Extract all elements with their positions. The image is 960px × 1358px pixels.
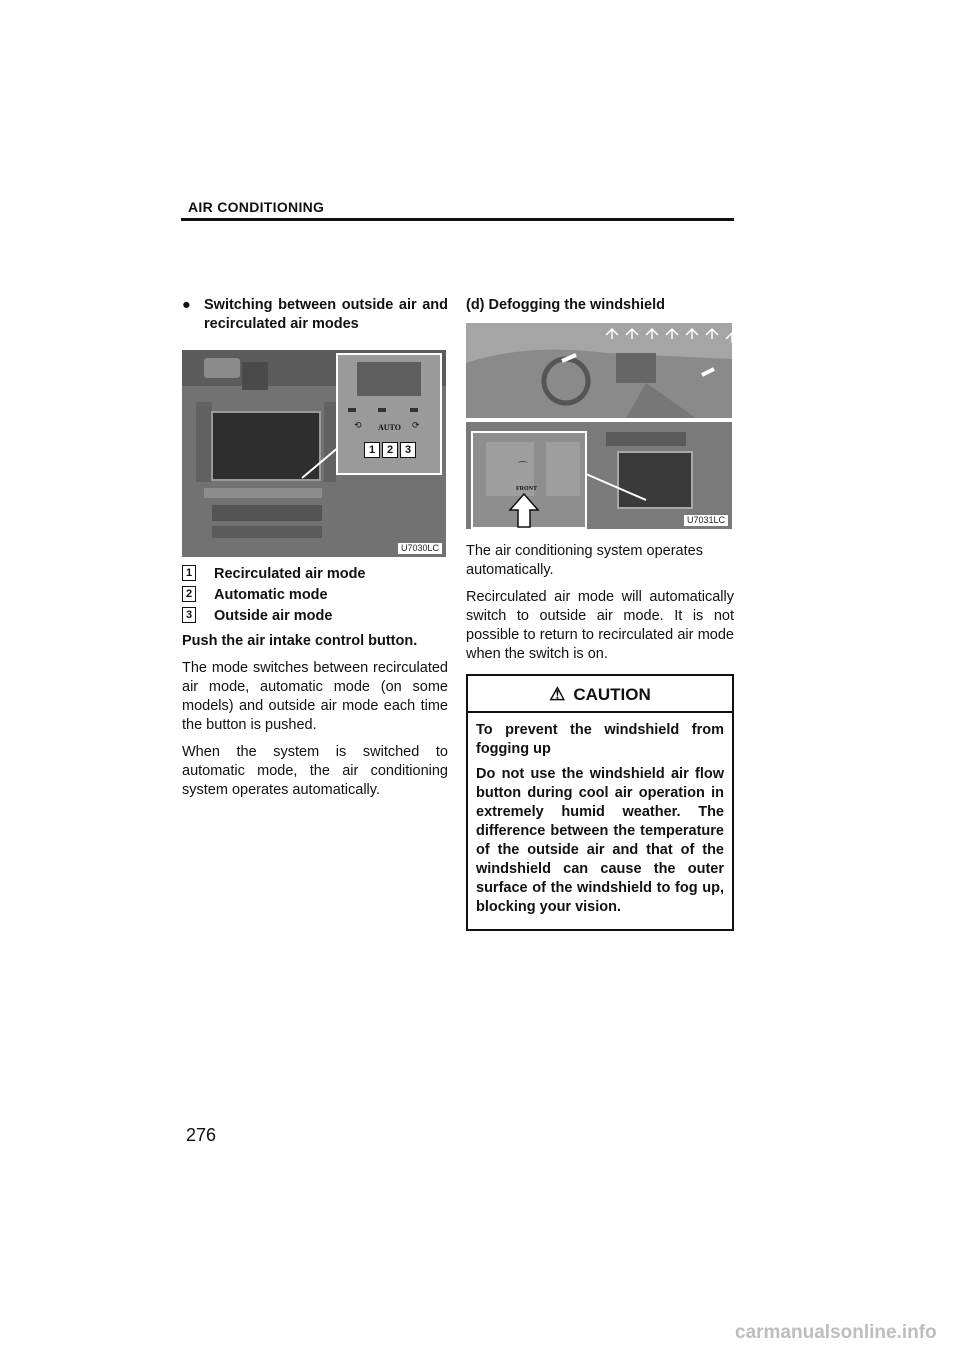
section-header: AIR CONDITIONING bbox=[188, 199, 325, 215]
figure-code: U7030LC bbox=[398, 543, 442, 554]
item-number: 1 bbox=[182, 565, 196, 581]
dashboard-photo bbox=[182, 350, 446, 557]
item-number: 2 bbox=[182, 586, 196, 602]
bullet-icon: ● bbox=[182, 297, 191, 313]
left-heading: Switching between outside air and recirculated air modes bbox=[204, 297, 448, 332]
callout-row bbox=[364, 442, 416, 458]
defroster-icon: ⌒ bbox=[518, 462, 528, 473]
front-button-label: FRONT bbox=[516, 486, 537, 492]
header-rule bbox=[181, 218, 734, 221]
interior-illustration bbox=[466, 323, 732, 418]
item-label: Outside air mode bbox=[214, 608, 333, 624]
callout-2: 2 bbox=[382, 442, 398, 458]
right-para-2: Recirculated air mode will automatically switch to outside air mode. It is not possible to return to recirculated air mode when the switch is on. bbox=[466, 589, 734, 662]
mode-list bbox=[182, 565, 448, 626]
caution-box bbox=[466, 674, 734, 931]
callout-1: 1 bbox=[364, 442, 380, 458]
right-column bbox=[466, 296, 734, 931]
caution-text: Do not use the windshield air flow button during cool air operation in extremely humid weather. The difference between the temperature of the outside air and that of the windshield can cause the outer surface of the windshield to fog up, blocking your vision. bbox=[476, 766, 724, 915]
caution-title-text: CAUTION bbox=[573, 685, 651, 704]
caution-title bbox=[468, 676, 732, 713]
warning-icon: ⚠ bbox=[549, 684, 566, 704]
bullet-heading bbox=[182, 296, 448, 334]
right-para-1: The air conditioning system operates automatically. bbox=[466, 543, 703, 578]
instruction: Push the air intake control button. bbox=[182, 633, 418, 649]
list-item bbox=[182, 607, 448, 626]
item-number: 3 bbox=[182, 607, 196, 623]
left-para-1: The mode switches between recirculated air mode, automatic mode (on some models) and outside air mode each time the button is pushed. bbox=[182, 660, 448, 733]
page-number: 276 bbox=[186, 1125, 217, 1145]
left-para-2: When the system is switched to automatic mode, the air conditioning system operates automatically. bbox=[182, 744, 448, 798]
outside-air-icon: ⟳ bbox=[412, 420, 420, 430]
left-column bbox=[182, 296, 448, 808]
list-item bbox=[182, 565, 448, 584]
caution-heading: To prevent the windshield from fogging up bbox=[476, 722, 724, 757]
figure-code: U7031LC bbox=[684, 515, 728, 526]
item-label: Automatic mode bbox=[214, 587, 328, 603]
callout-3: 3 bbox=[400, 442, 416, 458]
caution-body bbox=[468, 713, 732, 929]
list-item bbox=[182, 586, 448, 605]
watermark: carmanualsonline.info bbox=[735, 1322, 937, 1343]
defog-illustration bbox=[466, 422, 732, 529]
defog-button-photo bbox=[466, 422, 732, 529]
interior-photo bbox=[466, 323, 732, 418]
item-label: Recirculated air mode bbox=[214, 566, 366, 582]
auto-label: AUTO bbox=[378, 423, 401, 432]
recirculate-icon: ⟲ bbox=[354, 420, 362, 430]
right-heading: (d) Defogging the windshield bbox=[466, 297, 665, 313]
